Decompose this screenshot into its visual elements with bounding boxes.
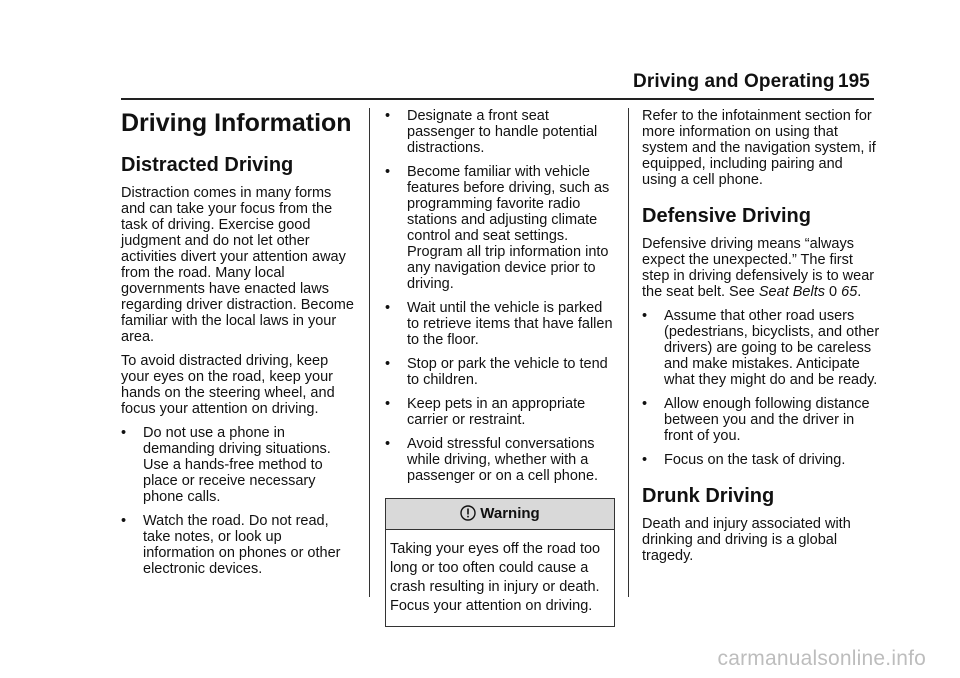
warning-icon	[460, 505, 476, 521]
warning-title: Warning	[480, 505, 540, 522]
list-item: • Designate a front seat passenger to handle potential distractions.	[385, 108, 598, 156]
list-item: • Watch the road. Do not read, take notes, or look up information on phones or other electronic devices.	[121, 513, 341, 577]
paragraph: Refer to the infotainment section for more information on using that system and the navigation system, if equipped, including pairing and using a cell phone.	[642, 108, 876, 188]
bullet-icon: •	[642, 396, 648, 412]
bullet-icon: •	[385, 356, 391, 372]
warning-text: Taking your eyes off the road too long or too often could cause a crash resulting in injury or death. Focus your attention on driving.	[390, 541, 601, 614]
list-item: • Do not use a phone in demanding driving situations. Use a hands-free method to place or receive necessary phone calls.	[121, 425, 331, 505]
bullet-icon: •	[385, 436, 391, 452]
list-item: • Become familiar with vehicle features before driving, such as programming favorite radio stations and adjusting climate control and seat settings. Program all trip information into any navigation device prior to driving.	[385, 164, 610, 292]
section-heading-defensive: Defensive Driving	[642, 205, 811, 227]
list-item: • Focus on the task of driving.	[642, 452, 846, 468]
bullet-icon: •	[385, 396, 391, 412]
warning-box	[385, 498, 615, 627]
running-header-section: Driving and Operating	[633, 71, 835, 92]
list-item: • Keep pets in an appropriate carrier or restraint.	[385, 396, 586, 428]
seat-belts-link[interactable]: Seat Belts	[758, 284, 825, 300]
column-2	[385, 108, 617, 627]
section-heading-drunk: Drunk Driving	[642, 485, 775, 507]
list-item: • Stop or park the vehicle to tend to children.	[385, 356, 608, 388]
list-item: • Wait until the vehicle is parked to retrieve items that have fallen to the floor.	[385, 300, 613, 348]
column-divider-left	[369, 108, 370, 597]
page-reference-link[interactable]: 65	[841, 284, 858, 300]
list-item: • Assume that other road users (pedestrians, bicyclists, and other drivers) are going to be careless and make mistakes. Anticipate what they might do and be ready.	[642, 308, 880, 388]
paragraph: Defensive driving means “always expect the unexpected.” The first step in driving defensively is to wear the seat belt. See Seat Belts 0 65.	[642, 236, 875, 300]
bullet-icon: •	[642, 308, 648, 324]
paragraph: To avoid distracted driving, keep your eyes on the road, keep your hands on the steering wheel, and focus your attention on driving.	[121, 353, 335, 417]
list-item: • Avoid stressful conversations while driving, whether with a passenger or on a cell phone.	[385, 436, 599, 484]
page-number: 195	[838, 71, 870, 92]
bullet-icon: •	[385, 300, 391, 316]
bullet-icon: •	[385, 108, 391, 124]
list-item: • Allow enough following distance between you and the driver in front of you.	[642, 396, 870, 444]
bullet-icon: •	[642, 452, 648, 468]
warning-header	[386, 499, 614, 530]
page-title: Driving Information	[121, 109, 352, 137]
bullet-icon: •	[121, 513, 127, 529]
paragraph: Distraction comes in many forms and can take your focus from the task of driving. Exercise good judgment and do not let other activities divert your attention away from the road. Many local governments have enacted laws regarding driver distraction. Become familiar with the local laws in your area.	[121, 185, 354, 345]
bullet-icon: •	[385, 164, 391, 180]
header-rule	[121, 98, 874, 100]
watermark: carmanualsonline.info	[717, 647, 926, 670]
page-reference-icon: 0	[829, 284, 838, 300]
paragraph: Death and injury associated with drinking and driving is a global tragedy.	[642, 516, 851, 564]
section-heading-distracted: Distracted Driving	[121, 154, 294, 176]
bullet-icon: •	[121, 425, 127, 441]
column-divider-right	[628, 108, 629, 597]
column-1	[121, 108, 357, 585]
column-3	[642, 108, 880, 572]
